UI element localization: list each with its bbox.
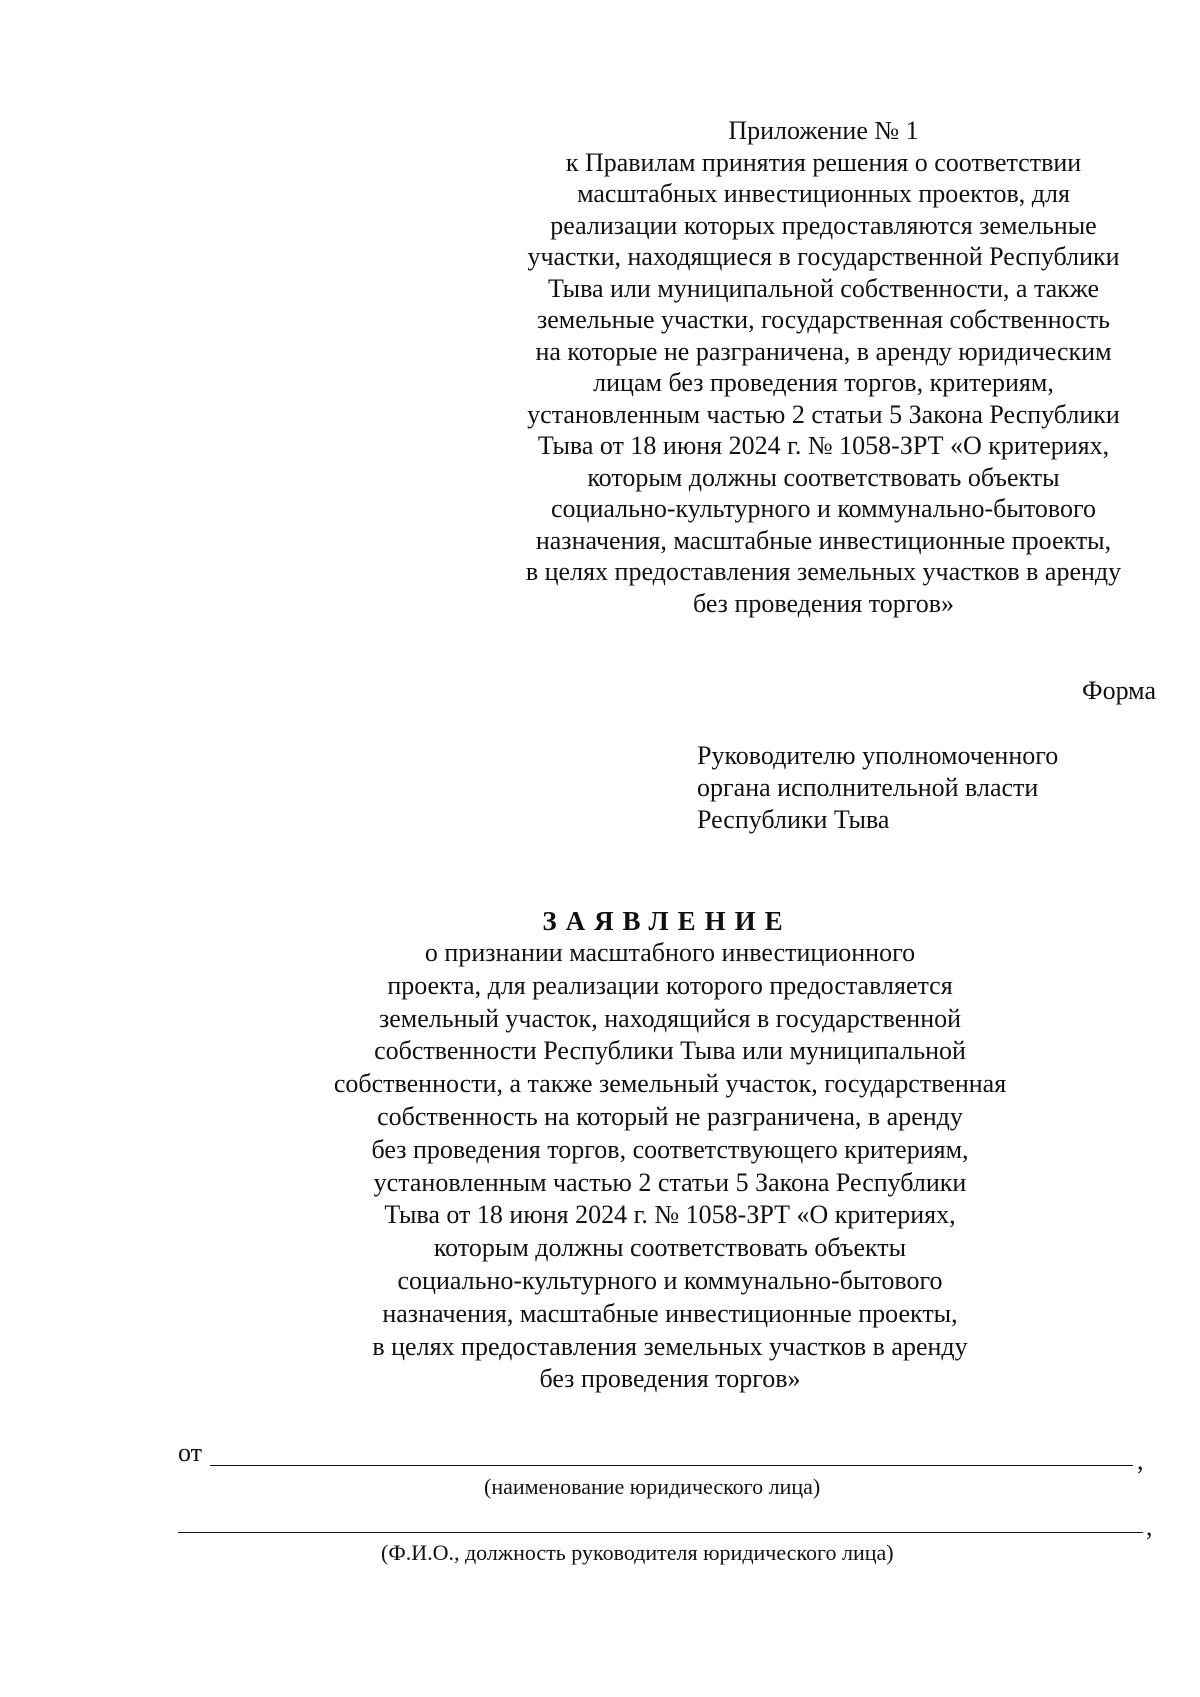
appendix-line: без проведения торгов» — [692, 588, 955, 618]
appendix-header — [486, 115, 1161, 619]
appendix-line: на которые не разграничена, в аренду юридическим — [535, 336, 1112, 366]
subject-line: без проведения торгов» — [539, 1364, 801, 1394]
form-label: Форма — [1082, 676, 1156, 705]
addressee-line: Республики Тыва — [697, 805, 890, 834]
appendix-line: к Правилам принятия решения о соответствии — [565, 147, 1082, 177]
addressee-block — [697, 740, 1058, 836]
appendix-line: лицам без проведения торгов, критериям, — [593, 368, 1054, 397]
organization-name-line — [210, 1465, 1133, 1466]
appendix-line: назначения, масштабные инвестиционные проекты, — [535, 525, 1112, 555]
appendix-line: Тыва от 18 июня 2024 г. № 1058-ЗРТ «О критериях, — [537, 431, 1110, 460]
head-name-caption: (Ф.И.О., должность руководителя юридического лица) — [381, 1540, 894, 1565]
appendix-line: в целях предоставления земельных участков в аренду — [525, 557, 1122, 586]
from-label: от — [178, 1438, 203, 1467]
subject-line: собственности Республики Тыва или муниципальной — [374, 1036, 966, 1066]
subject-line: социально-культурного и коммунально-бытового — [397, 1265, 943, 1295]
subject-line: которым должны соответствовать объекты — [433, 1233, 907, 1263]
subject-line: в целях предоставления земельных участков в аренду — [372, 1331, 968, 1361]
head-name-line — [178, 1532, 1143, 1533]
appendix-line: Приложение № 1 — [728, 116, 919, 145]
subject-line: назначения, масштабные инвестиционные проекты, — [382, 1298, 958, 1328]
addressee-line: органа исполнительной власти — [697, 773, 1039, 802]
addressee-line: Руководителю уполномоченного — [697, 741, 1059, 770]
appendix-line: Тыва или муниципальной собственности, а также — [548, 273, 1099, 303]
organization-name-caption: (наименование юридического лица) — [484, 1474, 821, 1499]
appendix-line: земельные участки, государственная собственность — [536, 305, 1111, 334]
appendix-line: реализации которых предоставляются земельные — [550, 210, 1097, 240]
subject-line: Тыва от 18 июня 2024 г. № 1058-ЗРТ «О критериях, — [384, 1200, 956, 1230]
comma: , — [1137, 1446, 1144, 1475]
appendix-line: социально-культурного и коммунально-бытового — [550, 494, 1096, 523]
subject-line: о признании масштабного инвестиционного — [424, 938, 916, 967]
subject-line: установленным частью 2 статьи 5 Закона Республики — [373, 1167, 967, 1197]
application-subject — [290, 937, 1050, 1396]
document-title: ЗАЯВЛЕНИЕ — [542, 906, 792, 936]
appendix-line: масштабных инвестиционных проектов, для — [577, 179, 1070, 208]
appendix-line: участки, находящиеся в государственной Республики — [527, 242, 1120, 271]
subject-line: собственность на который не разграничена, в аренду — [377, 1101, 963, 1131]
subject-line: без проведения торгов, соответствующего критериям, — [371, 1134, 969, 1164]
appendix-line: которым должны соответствовать объекты — [587, 462, 1060, 492]
subject-line: собственности, а также земельный участок, государственная — [333, 1069, 1007, 1099]
subject-line: земельный участок, находящийся в государственной — [378, 1003, 962, 1033]
subject-line: проекта, для реализации которого предоставляется — [387, 970, 953, 1000]
appendix-line: установленным частью 2 статьи 5 Закона Республики — [527, 399, 1120, 429]
comma: , — [1146, 1512, 1153, 1541]
from-field-row — [178, 1438, 1153, 1475]
